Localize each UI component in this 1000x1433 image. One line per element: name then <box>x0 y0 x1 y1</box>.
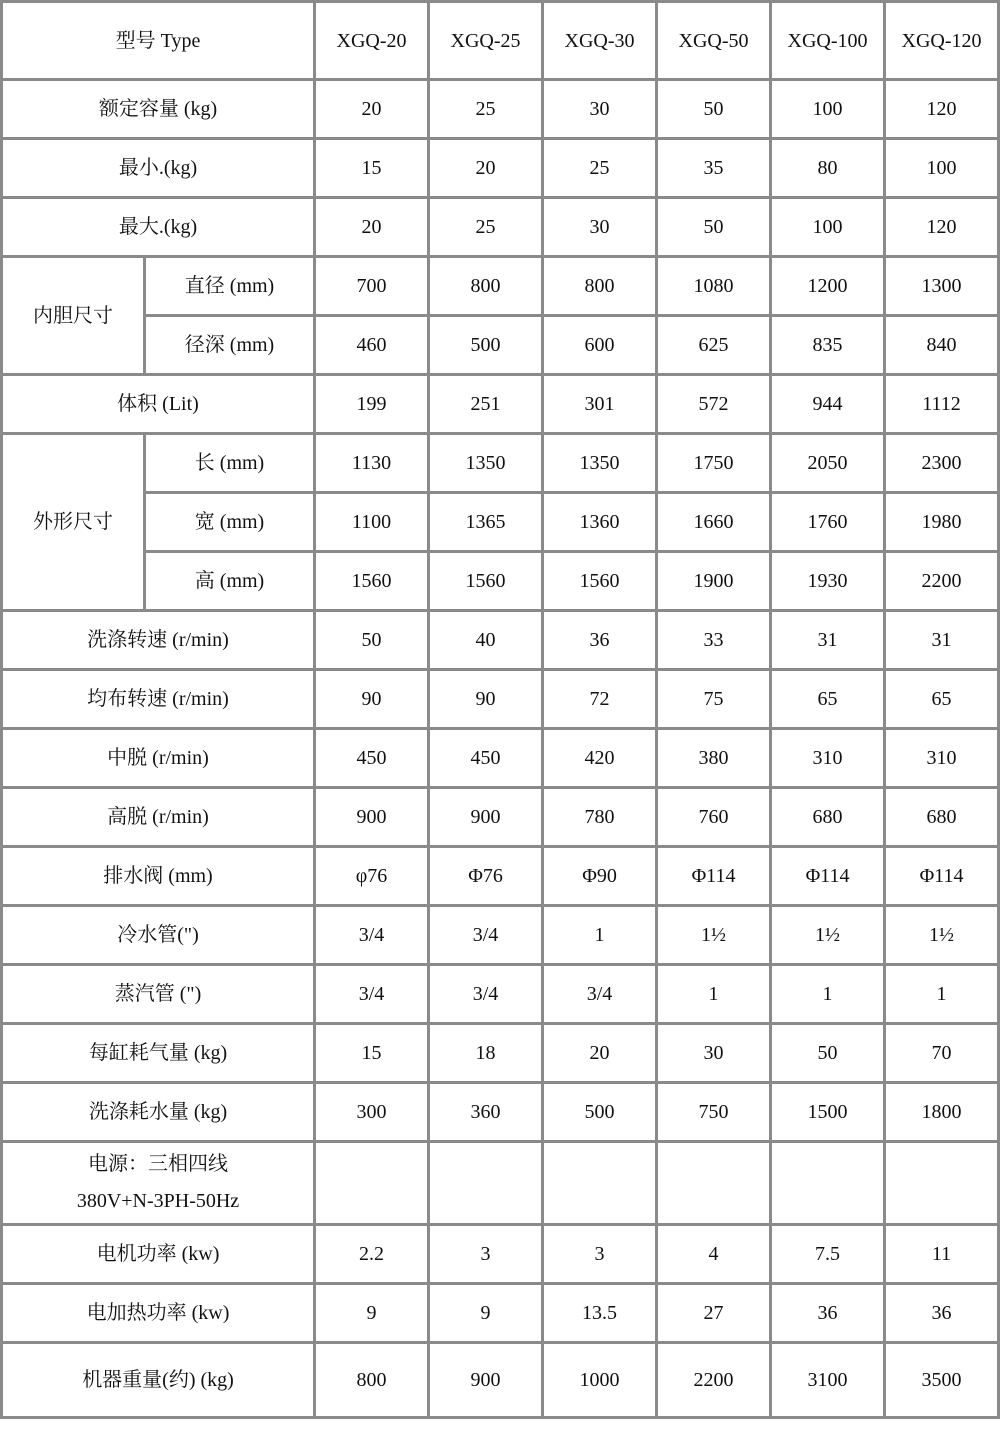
value-cell: 700 <box>316 258 430 317</box>
value-cell: 680 <box>886 789 1000 848</box>
value-cell: 50 <box>316 612 430 671</box>
power-label-line1: 电源：三相四线 <box>88 1153 228 1175</box>
table-row <box>3 1025 1000 1084</box>
value-cell: 1800 <box>886 1084 1000 1143</box>
value-cell: 100 <box>886 140 1000 199</box>
value-cell: 1350 <box>544 435 658 494</box>
value-cell: 50 <box>658 199 772 258</box>
value-cell: Φ90 <box>544 848 658 907</box>
spec-table-body <box>3 3 1000 1419</box>
value-cell: 1750 <box>658 435 772 494</box>
table-row <box>3 376 1000 435</box>
value-cell: 1 <box>886 966 1000 1025</box>
value-cell: 760 <box>658 789 772 848</box>
value-cell: 750 <box>658 1084 772 1143</box>
value-cell: 1100 <box>316 494 430 553</box>
value-cell: 380 <box>658 730 772 789</box>
value-cell: 1760 <box>772 494 886 553</box>
value-cell: 75 <box>658 671 772 730</box>
value-cell: 13.5 <box>544 1285 658 1344</box>
sub-row-label: 径深 (mm) <box>146 317 316 376</box>
value-cell: 20 <box>316 199 430 258</box>
value-cell: 1500 <box>772 1084 886 1143</box>
value-cell: 1360 <box>544 494 658 553</box>
value-cell: 1930 <box>772 553 886 612</box>
value-cell: 1000 <box>544 1344 658 1419</box>
table-row <box>3 258 1000 317</box>
value-cell: 1 <box>772 966 886 1025</box>
value-cell: 20 <box>544 1025 658 1084</box>
row-label: 均布转速 (r/min) <box>3 671 316 730</box>
value-cell: 3/4 <box>316 966 430 1025</box>
value-cell: 301 <box>544 376 658 435</box>
value-cell: 2200 <box>658 1344 772 1419</box>
table-row <box>3 140 1000 199</box>
value-cell: 2300 <box>886 435 1000 494</box>
table-row <box>3 907 1000 966</box>
table-row <box>3 671 1000 730</box>
value-cell: 1900 <box>658 553 772 612</box>
table-row <box>3 81 1000 140</box>
value-cell: 1 <box>658 966 772 1025</box>
value-cell: 1½ <box>886 907 1000 966</box>
value-cell: 1560 <box>316 553 430 612</box>
value-cell <box>544 1143 658 1226</box>
row-label: 冷水管(") <box>3 907 316 966</box>
value-cell: 900 <box>430 789 544 848</box>
table-row <box>3 1226 1000 1285</box>
value-cell: 420 <box>544 730 658 789</box>
value-cell: 900 <box>316 789 430 848</box>
value-cell: 30 <box>544 81 658 140</box>
table-row <box>3 317 1000 376</box>
model-header-cell: XGQ-120 <box>886 3 1000 81</box>
value-cell: 70 <box>886 1025 1000 1084</box>
value-cell: 30 <box>658 1025 772 1084</box>
value-cell: 460 <box>316 317 430 376</box>
value-cell: 15 <box>316 1025 430 1084</box>
value-cell: 3500 <box>886 1344 1000 1419</box>
value-cell: 20 <box>430 140 544 199</box>
value-cell: Φ114 <box>886 848 1000 907</box>
value-cell: 944 <box>772 376 886 435</box>
value-cell: 31 <box>886 612 1000 671</box>
row-label: 机器重量(约) (kg) <box>3 1344 316 1419</box>
value-cell: 31 <box>772 612 886 671</box>
value-cell: 572 <box>658 376 772 435</box>
value-cell: 65 <box>886 671 1000 730</box>
table-row <box>3 789 1000 848</box>
sub-row-label: 长 (mm) <box>146 435 316 494</box>
value-cell: 50 <box>658 81 772 140</box>
table-row <box>3 848 1000 907</box>
value-cell: 1130 <box>316 435 430 494</box>
value-cell: 1080 <box>658 258 772 317</box>
sub-row-label: 直径 (mm) <box>146 258 316 317</box>
value-cell <box>886 1143 1000 1226</box>
header-label: 型号 Type <box>3 3 316 81</box>
row-label: 最大.(kg) <box>3 199 316 258</box>
value-cell: 1½ <box>772 907 886 966</box>
value-cell: 3 <box>544 1226 658 1285</box>
row-label: 最小.(kg) <box>3 140 316 199</box>
table-row <box>3 1285 1000 1344</box>
value-cell: 100 <box>772 81 886 140</box>
table-row <box>3 199 1000 258</box>
value-cell: 3/4 <box>544 966 658 1025</box>
value-cell: 120 <box>886 81 1000 140</box>
table-row <box>3 1344 1000 1419</box>
row-label: 每缸耗气量 (kg) <box>3 1025 316 1084</box>
model-header-cell: XGQ-30 <box>544 3 658 81</box>
table-row <box>3 730 1000 789</box>
value-cell: 100 <box>772 199 886 258</box>
value-cell: 1660 <box>658 494 772 553</box>
value-cell: 27 <box>658 1285 772 1344</box>
table-row <box>3 435 1000 494</box>
value-cell: 15 <box>316 140 430 199</box>
value-cell: 300 <box>316 1084 430 1143</box>
model-header-cell: XGQ-100 <box>772 3 886 81</box>
value-cell: 1200 <box>772 258 886 317</box>
value-cell: Φ114 <box>658 848 772 907</box>
value-cell: 18 <box>430 1025 544 1084</box>
value-cell: 1365 <box>430 494 544 553</box>
value-cell: 36 <box>544 612 658 671</box>
value-cell: 600 <box>544 317 658 376</box>
power-label-line2: 380V+N-3PH-50Hz <box>76 1190 240 1212</box>
value-cell: 65 <box>772 671 886 730</box>
value-cell <box>316 1143 430 1226</box>
model-header-cell: XGQ-25 <box>430 3 544 81</box>
value-cell: 3/4 <box>316 907 430 966</box>
value-cell: 80 <box>772 140 886 199</box>
model-header-cell: XGQ-50 <box>658 3 772 81</box>
sub-row-label: 宽 (mm) <box>146 494 316 553</box>
row-label: 电机功率 (kw) <box>3 1226 316 1285</box>
group-label: 内胆尺寸 <box>3 258 146 376</box>
row-label: 中脱 (r/min) <box>3 730 316 789</box>
value-cell: 2050 <box>772 435 886 494</box>
sub-row-label: 高 (mm) <box>146 553 316 612</box>
value-cell: 450 <box>316 730 430 789</box>
value-cell: 1300 <box>886 258 1000 317</box>
value-cell: 30 <box>544 199 658 258</box>
value-cell: 90 <box>316 671 430 730</box>
value-cell: 1560 <box>430 553 544 612</box>
value-cell: 800 <box>544 258 658 317</box>
power-label <box>3 1143 316 1226</box>
value-cell: 2.2 <box>316 1226 430 1285</box>
header-row <box>3 3 1000 81</box>
value-cell: 2200 <box>886 553 1000 612</box>
value-cell: 450 <box>430 730 544 789</box>
value-cell: 20 <box>316 81 430 140</box>
value-cell: 680 <box>772 789 886 848</box>
value-cell: 120 <box>886 199 1000 258</box>
value-cell: 840 <box>886 317 1000 376</box>
value-cell: 35 <box>658 140 772 199</box>
value-cell: 1112 <box>886 376 1000 435</box>
value-cell: 25 <box>430 81 544 140</box>
value-cell: 9 <box>430 1285 544 1344</box>
table-row <box>3 612 1000 671</box>
table-row <box>3 553 1000 612</box>
power-row <box>3 1143 1000 1226</box>
value-cell: 90 <box>430 671 544 730</box>
value-cell: 25 <box>544 140 658 199</box>
value-cell: 3/4 <box>430 907 544 966</box>
value-cell: Φ76 <box>430 848 544 907</box>
value-cell: 625 <box>658 317 772 376</box>
value-cell: 25 <box>430 199 544 258</box>
table-row <box>3 1084 1000 1143</box>
value-cell: 50 <box>772 1025 886 1084</box>
table-row <box>3 966 1000 1025</box>
value-cell: 780 <box>544 789 658 848</box>
value-cell: 3 <box>430 1226 544 1285</box>
row-label: 体积 (Lit) <box>3 376 316 435</box>
group-label: 外形尺寸 <box>3 435 146 612</box>
value-cell: 900 <box>430 1344 544 1419</box>
model-header-cell: XGQ-20 <box>316 3 430 81</box>
row-label: 蒸汽管 (") <box>3 966 316 1025</box>
value-cell: 9 <box>316 1285 430 1344</box>
value-cell: 310 <box>886 730 1000 789</box>
value-cell: 500 <box>544 1084 658 1143</box>
value-cell: 835 <box>772 317 886 376</box>
row-label: 洗涤耗水量 (kg) <box>3 1084 316 1143</box>
value-cell: 800 <box>316 1344 430 1419</box>
row-label: 排水阀 (mm) <box>3 848 316 907</box>
value-cell: 310 <box>772 730 886 789</box>
value-cell: Φ114 <box>772 848 886 907</box>
value-cell: 36 <box>772 1285 886 1344</box>
row-label: 额定容量 (kg) <box>3 81 316 140</box>
value-cell <box>430 1143 544 1226</box>
value-cell: 1560 <box>544 553 658 612</box>
value-cell: 72 <box>544 671 658 730</box>
value-cell: 1350 <box>430 435 544 494</box>
table-row <box>3 494 1000 553</box>
row-label: 高脱 (r/min) <box>3 789 316 848</box>
value-cell: 1½ <box>658 907 772 966</box>
value-cell: φ76 <box>316 848 430 907</box>
value-cell: 800 <box>430 258 544 317</box>
value-cell: 500 <box>430 317 544 376</box>
row-label: 电加热功率 (kw) <box>3 1285 316 1344</box>
value-cell: 4 <box>658 1226 772 1285</box>
value-cell: 40 <box>430 612 544 671</box>
row-label: 洗涤转速 (r/min) <box>3 612 316 671</box>
value-cell <box>772 1143 886 1226</box>
value-cell: 3100 <box>772 1344 886 1419</box>
value-cell: 36 <box>886 1285 1000 1344</box>
value-cell: 33 <box>658 612 772 671</box>
value-cell: 360 <box>430 1084 544 1143</box>
value-cell: 11 <box>886 1226 1000 1285</box>
value-cell: 7.5 <box>772 1226 886 1285</box>
value-cell: 1980 <box>886 494 1000 553</box>
value-cell <box>658 1143 772 1226</box>
value-cell: 199 <box>316 376 430 435</box>
value-cell: 251 <box>430 376 544 435</box>
value-cell: 1 <box>544 907 658 966</box>
value-cell: 3/4 <box>430 966 544 1025</box>
